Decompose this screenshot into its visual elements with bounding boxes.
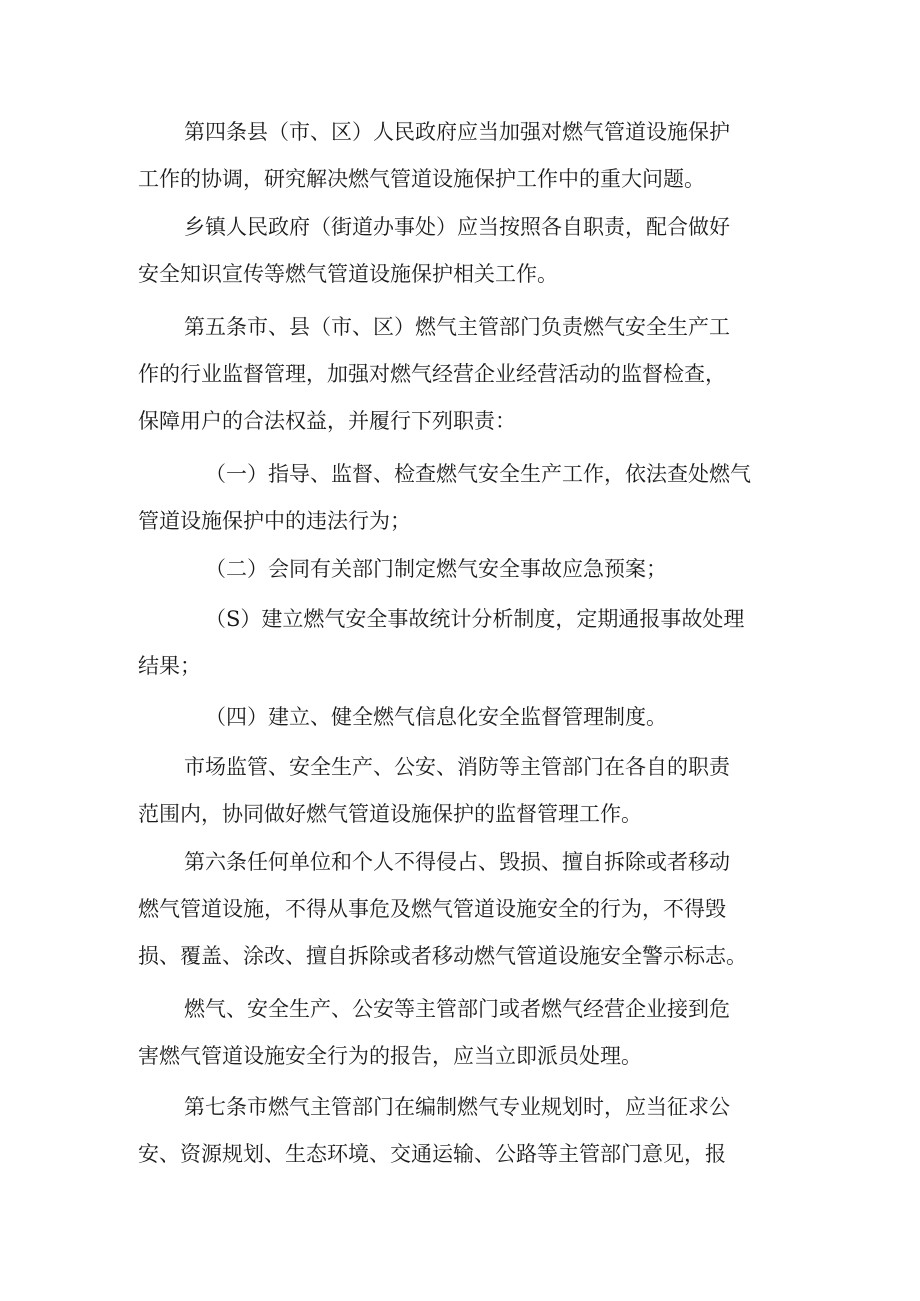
text-line: （二）会同有关部门制定燃气安全事故应急预案； bbox=[205, 557, 667, 581]
text-line: 第四条县（市、区）人民政府应当加强对燃气管道设施保护 bbox=[184, 120, 730, 144]
paragraph-item-1 bbox=[138, 451, 798, 545]
paragraph-article-4 bbox=[138, 109, 798, 203]
text-line: （一）指导、监督、检查燃气安全生产工作，依法查处燃气 bbox=[205, 462, 751, 486]
text-line: 燃气管道设施，不得从事危及燃气管道设施安全的行为，不得毁 bbox=[138, 897, 726, 921]
text-line: （S）建立燃气安全事故统计分析制度，定期通报事故处理 bbox=[205, 607, 745, 631]
text-line: 乡镇人民政府（街道办事处）应当按照各自职责，配合做好 bbox=[184, 215, 730, 239]
text-line: 工作的协调，研究解决燃气管道设施保护工作中的重大问题。 bbox=[138, 167, 705, 191]
text-line: 保障用户的合法权益，并履行下列职责： bbox=[138, 409, 516, 433]
text-line: 第五条市、县（市、区）燃气主管部门负责燃气安全生产工 bbox=[184, 315, 730, 339]
paragraph-item-2 bbox=[138, 546, 798, 593]
paragraph-item-3 bbox=[138, 596, 798, 690]
text-line: 结果； bbox=[138, 654, 201, 678]
text-line: 作的行业监督管理，加强对燃气经营企业经营活动的监督检查， bbox=[138, 362, 726, 386]
paragraph-article-6 bbox=[138, 839, 798, 980]
text-line: 安、资源规划、生态环境、交通运输、公路等主管部门意见，报 bbox=[138, 1142, 726, 1166]
text-line: 市场监管、安全生产、公安、消防等主管部门在各自的职责 bbox=[184, 755, 730, 779]
text-line: 安全知识宣传等燃气管道设施保护相关工作。 bbox=[138, 262, 558, 286]
text-line: 第七条市燃气主管部门在编制燃气专业规划时，应当征求公 bbox=[184, 1095, 730, 1119]
text-line: 范围内，协同做好燃气管道设施保护的监督管理工作。 bbox=[138, 802, 642, 826]
text-line: 管道设施保护中的违法行为； bbox=[138, 509, 411, 533]
paragraph-supervision-departments bbox=[138, 744, 798, 838]
paragraph-article-5 bbox=[138, 304, 798, 445]
text-line: 第六条任何单位和个人不得侵占、毁损、擅自拆除或者移动 bbox=[184, 850, 730, 874]
text-line: 燃气、安全生产、公安等主管部门或者燃气经营企业接到危 bbox=[184, 997, 730, 1021]
paragraph-item-4 bbox=[138, 694, 798, 741]
paragraph-article-7 bbox=[138, 1084, 798, 1178]
text-line: 害燃气管道设施安全行为的报告，应当立即派员处理。 bbox=[138, 1044, 642, 1068]
text-line: 损、覆盖、涂改、擅自拆除或者移动燃气管道设施安全警示标志。 bbox=[138, 944, 747, 968]
text-line: （四）建立、健全燃气信息化安全监督管理制度。 bbox=[205, 705, 667, 729]
paragraph-reporting bbox=[138, 986, 798, 1080]
paragraph-township-duties bbox=[138, 204, 798, 298]
